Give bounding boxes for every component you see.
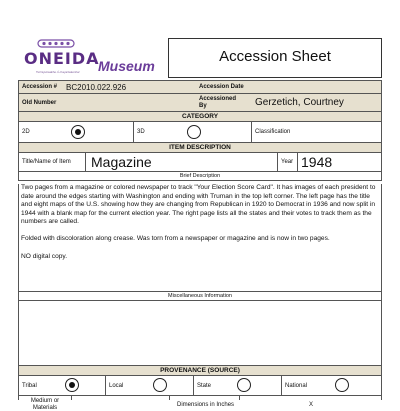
title-box (168, 38, 382, 78)
materials-row (18, 396, 382, 411)
title-row (18, 153, 382, 172)
divider (85, 153, 86, 171)
divider (297, 153, 298, 171)
accession-number-label: Accession # (22, 84, 58, 90)
divider (277, 153, 278, 171)
misc-information-text[interactable] (18, 301, 382, 365)
divider (133, 122, 134, 142)
misc-information-label: Miscellaneous Information (18, 291, 382, 301)
brief-paragraph: NO digital copy. (21, 252, 68, 260)
logo-name: ONEIDA (24, 49, 100, 68)
old-number-row (18, 94, 382, 112)
accessioned-by-label: Accessioned By (199, 96, 237, 109)
divider (251, 122, 252, 142)
divider (281, 376, 282, 395)
longhouse-icon (37, 38, 75, 48)
accession-date-label: Accession Date (199, 84, 244, 90)
divider (239, 396, 240, 400)
title-label: Title/Name of Item (22, 159, 71, 165)
accession-number-value[interactable]: BC2010.022.926 (66, 83, 127, 92)
year-label: Year (281, 159, 294, 165)
year-value[interactable]: 1948 (301, 154, 333, 170)
provenance-local-label: Local (109, 383, 124, 389)
classification-label: Classification (255, 129, 291, 135)
provenance-tribal-radio[interactable] (65, 378, 79, 392)
logo-tagline: Tsi²niyukwaliho·tʌ́ Kaya²takénhaˀ (36, 70, 80, 74)
old-number-label: Old Number (22, 100, 57, 106)
provenance-national-radio[interactable] (335, 378, 349, 392)
category-row (18, 122, 382, 143)
dimensions-separator: X (309, 402, 314, 408)
divider (71, 396, 72, 400)
category-3d-radio[interactable] (187, 125, 201, 139)
title-value[interactable]: Magazine (91, 154, 152, 170)
dimensions-label: Dimensions in Inches (177, 402, 235, 408)
provenance-state-label: State (197, 383, 212, 389)
museum-label: Museum (98, 58, 155, 74)
brief-description-text[interactable] (18, 184, 382, 291)
category-heading: CATEGORY (18, 112, 382, 122)
provenance-state-radio[interactable] (237, 378, 251, 392)
materials-label: Medium or Materials (30, 398, 60, 411)
page-title: Accession Sheet (219, 48, 331, 65)
brief-paragraph: Folded with discoloration along crease. Was torn from a newspaper or magazine and is now in two pages. (21, 235, 330, 243)
accession-sheet (18, 18, 382, 411)
brief-description-label: Brief Description (18, 172, 382, 181)
provenance-row (18, 376, 382, 396)
brief-paragraph: Two pages from a magazine or colored newspaper to track "Your Election Score Card". It has images of each president to date around the edges starting with Washington and ending with Truman in the top left corner. The left page has the title and eight maps of the U.S. showing how they are changing from Republican in 1920 to Democrat in 1936 and now split in 1944 with a blank map for the current election year. The right page lists all the states and their votes to track them as the numbers are called. (21, 184, 376, 226)
divider (169, 396, 170, 400)
radio-selected-dot (69, 382, 75, 388)
item-description-heading: ITEM DESCRIPTION (18, 143, 382, 153)
provenance-tribal-label: Tribal (22, 383, 37, 389)
accession-row (18, 80, 382, 94)
provenance-local-radio[interactable] (153, 378, 167, 392)
accessioned-by-value[interactable]: Gerzetich, Courtney (255, 97, 344, 108)
category-3d-label: 3D (137, 129, 145, 135)
divider (193, 376, 194, 395)
category-2d-radio[interactable] (71, 125, 85, 139)
provenance-heading: PROVENANCE (SOURCE) (18, 365, 382, 376)
oneida-logo (18, 18, 98, 80)
provenance-national-label: National (285, 383, 308, 389)
divider (105, 376, 106, 395)
category-2d-label: 2D (22, 129, 30, 135)
radio-selected-dot (75, 129, 81, 135)
